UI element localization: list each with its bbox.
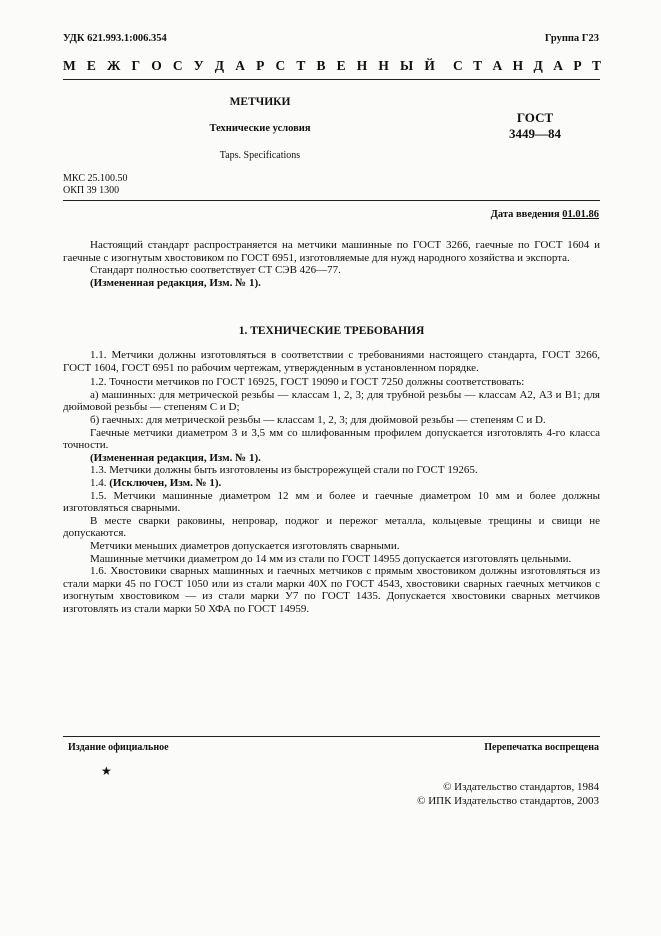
gost-designation [480, 110, 590, 142]
banner-letter: Е [336, 58, 346, 73]
banner-letter: Н [356, 58, 368, 73]
okp-code: ОКП 39 1300 [63, 185, 120, 196]
banner-letter: Т [591, 58, 601, 73]
date-value: 01.01.86 [562, 209, 599, 220]
official-edition: Издание официальное [68, 742, 169, 753]
banner-word-interstate [63, 58, 435, 74]
star-icon: ★ [101, 764, 112, 778]
banner-letter: Д [533, 58, 543, 73]
banner-letter: Р [256, 58, 265, 73]
banner-letter: В [316, 58, 326, 73]
banner-letter: А [235, 58, 245, 73]
banner-letter: Д [214, 58, 225, 73]
clause-1-2-b: б) гаечных: для метрической резьбы — классам 1, 2, 3; для дюймовой резьбы — степеням С и D. [90, 413, 546, 426]
clause-1-2: 1.2. Точности метчиков по ГОСТ 16925, ГОСТ 19090 и ГОСТ 7250 должны соответствовать: [90, 376, 525, 389]
banner-letter: Н [378, 58, 389, 73]
interstate-standard-banner [63, 58, 601, 74]
clause-1-1: 1.1. Метчики должны изготовляться в соответствии с требованиями настоящего стандарта, ГОСТ 3266, ГОСТ 1604, ГОСТ 6951 по рабочим чертежам, утвержденным в установленном порядке. [63, 349, 600, 374]
date-label: Дата введения [490, 209, 560, 220]
group-code: Группа Г23 [544, 33, 599, 44]
copyright-2003: © ИПК Издательство стандартов, 2003 [417, 795, 599, 807]
intro-paragraph: Настоящий стандарт распространяется на метчики машинные по ГОСТ 3266, гаечные по ГОСТ 1604 и гаечные с изогнутым хвостовиком по ГОСТ 6951, изготовляемые для нужд народного хозяйства и экспорта. [63, 239, 600, 264]
gost-number: 3449—84 [509, 126, 561, 141]
banner-letter: Е [86, 58, 96, 73]
banner-letter: Т [296, 58, 306, 73]
banner-letter: У [193, 58, 204, 73]
banner-letter: Н [512, 58, 524, 73]
clause-1-5-b: В месте сварки раковины, непровар, поджог и пережог металла, кольцевые трещины и свищи не допускаются. [63, 514, 600, 540]
header-rule [63, 200, 600, 201]
banner-word-standard [453, 58, 601, 74]
clause-1-5-d: Машинные метчики диаметром до 14 мм из стали по ГОСТ 14955 допускается изготовлять цельными. [90, 552, 572, 565]
document-title: МЕТЧИКИ [229, 96, 291, 108]
gost-label: ГОСТ [516, 110, 554, 125]
clause-1-4 [63, 477, 600, 490]
english-title: Taps. Specifications [219, 150, 301, 161]
banner-letter: Й [424, 58, 435, 73]
clause-1-2-amendment: (Измененная редакция, Изм. № 1). [90, 451, 261, 464]
sev-conformity: Стандарт полностью соответствует СТ СЭВ 426—77. [90, 264, 341, 277]
banner-letter: М [63, 58, 76, 73]
banner-letter: А [492, 58, 503, 73]
udk-code: УДК 621.993.1:006.354 [63, 33, 167, 44]
mks-code: МКС 25.100.50 [63, 173, 128, 184]
copyright-block [417, 780, 599, 808]
banner-letter: С [172, 58, 183, 73]
banner-letter: С [453, 58, 463, 73]
banner-letter: А [553, 58, 563, 73]
intro-block [63, 239, 600, 289]
clause-1-2-a: а) машинных: для метрической резьбы — классам 1, 2, 3; для трубной резьбы — классам А2, А3 и В1; для дюймовой резьбы — степеням С и D; [63, 388, 600, 414]
clause-1-5: 1.5. Метчики машинные диаметром 12 мм и более и гаечные диаметром 10 мм и более должны изготовляться сварными. [63, 489, 600, 515]
clause-1-4-number: 1.4. [90, 476, 107, 489]
copyright-1984: © Издательство стандартов, 1984 [443, 781, 599, 793]
clause-1-3: 1.3. Метчики должны быть изготовлены из быстрорежущей стали по ГОСТ 19265. [90, 464, 478, 477]
banner-rule [63, 79, 600, 80]
clause-1-2-c: Гаечные метчики диаметром 3 и 3,5 мм со шлифованным профилем допускается изготовлять 4-го класса точности. [63, 426, 600, 452]
banner-letter: Р [573, 58, 582, 73]
section-body [63, 349, 600, 615]
amendment-note: (Измененная редакция, Изм. № 1). [90, 276, 261, 289]
section-heading: 1. ТЕХНИЧЕСКИЕ ТРЕБОВАНИЯ [238, 325, 425, 337]
clause-1-4-text: (Исключен, Изм. № 1). [109, 476, 222, 489]
banner-letter: Ы [400, 58, 414, 73]
banner-letter: Ж [107, 58, 121, 73]
reprint-prohibited: Перепечатка воспрещена [484, 742, 599, 753]
banner-letter: О [151, 58, 162, 73]
banner-letter: Т [473, 58, 483, 73]
banner-letter: С [275, 58, 286, 73]
clause-1-6: 1.6. Хвостовики сварных машинных и гаечных метчиков с прямым хвостовиком должны изготовляться из стали марки 45 по ГОСТ 1050 или из стали марки 40Х по ГОСТ 4543, хвостовики сварных гаечных метчиков с изогнутым хвостовиком — из стали марки У7 по ГОСТ 1435. Допускается хвостовики сварных метчиков изготовлять из стали марки 50 ХФА по ГОСТ 14959. [63, 565, 600, 615]
footer-rule [63, 736, 600, 737]
banner-letter: Г [131, 58, 141, 73]
clause-1-5-c: Метчики меньших диаметров допускается изготовлять сварными. [90, 539, 400, 552]
classification-codes [63, 173, 127, 197]
document-subtitle: Технические условия [209, 123, 311, 134]
effective-date [491, 209, 599, 220]
